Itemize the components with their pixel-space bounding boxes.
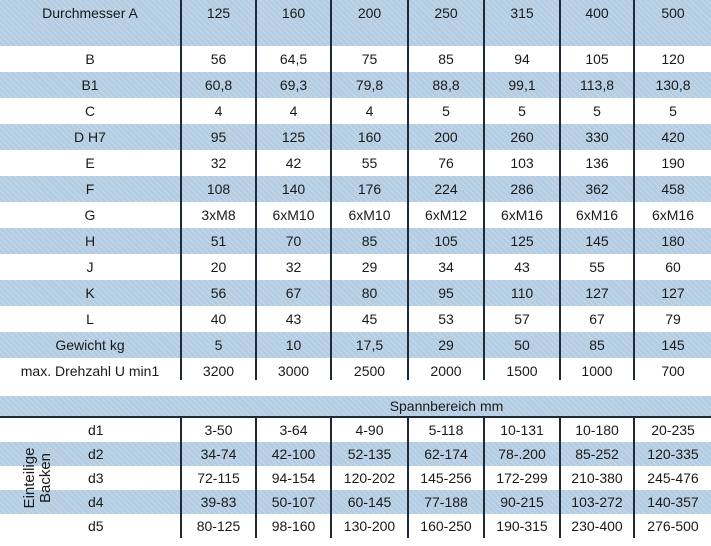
row-value: 17,5	[355, 337, 384, 353]
row-value: 55	[361, 155, 378, 171]
range-value: 3-64	[279, 422, 308, 438]
row-value: 176	[357, 181, 382, 197]
row-value: 3000	[277, 363, 310, 379]
range-label: d4	[88, 494, 104, 510]
row-value: 32	[285, 259, 302, 275]
row-value: 3xM8	[201, 207, 236, 223]
row-value: 330	[585, 129, 609, 145]
row-value: 286	[510, 181, 534, 197]
row-value: 3200	[202, 363, 235, 379]
row-value: 43	[285, 311, 302, 327]
row-value: 362	[585, 181, 609, 197]
row-value: 42	[285, 155, 302, 171]
range-value: 145-256	[420, 470, 472, 486]
row-value: 700	[661, 363, 685, 379]
row-value: 56	[210, 51, 227, 67]
row-value: 75	[361, 51, 378, 67]
row-value: 108	[206, 181, 231, 197]
range-value: 85-252	[575, 446, 619, 462]
row-value: 6xM16	[500, 207, 544, 223]
header-diameter-200: 200	[357, 5, 382, 21]
row-value: 4	[365, 103, 374, 119]
range-value: 130-200	[343, 518, 396, 534]
row-value: 76	[438, 155, 454, 171]
row-value: 1500	[506, 363, 538, 379]
row-value: 67	[589, 311, 605, 327]
range-value: 5-118	[428, 422, 464, 438]
row-label: K	[85, 285, 95, 301]
column-divider	[180, 418, 182, 538]
row-value: 79,8	[355, 77, 384, 93]
row-value: 105	[434, 233, 458, 249]
column-divider	[483, 418, 485, 538]
range-value: 120-335	[647, 446, 699, 462]
header-diameter-500: 500	[661, 5, 685, 21]
row-value: 20	[210, 259, 227, 275]
column-divider	[330, 418, 332, 538]
row-value: 140	[281, 181, 306, 197]
range-value: 77-188	[424, 494, 468, 510]
row-label: L	[86, 311, 94, 327]
header-diameter-125: 125	[206, 5, 231, 21]
row-value: 458	[661, 181, 685, 197]
range-label: d2	[88, 446, 104, 462]
row-value: 60,8	[204, 77, 233, 93]
row-value: 5	[442, 103, 450, 119]
column-divider	[633, 0, 635, 380]
row-value: 50	[514, 337, 530, 353]
row-value: 4	[214, 103, 223, 119]
row-value: 80	[361, 285, 378, 301]
row-value: 127	[585, 285, 609, 301]
range-value: 62-174	[424, 446, 468, 462]
row-value: 6xM10	[272, 207, 315, 223]
row-value: 136	[585, 155, 609, 171]
row-value: 32	[210, 155, 227, 171]
row-value: 2000	[430, 363, 462, 379]
row-value: 34	[438, 259, 454, 275]
column-divider	[255, 0, 257, 380]
column-divider	[483, 0, 485, 380]
row-value: 70	[285, 233, 302, 249]
row-label: F	[85, 181, 95, 197]
row-value: 64,5	[279, 51, 308, 67]
column-divider	[559, 0, 561, 380]
range-value: 3-50	[204, 422, 233, 438]
row-value: 79	[665, 311, 681, 327]
row-label: G	[84, 207, 96, 223]
row-value: 125	[510, 233, 534, 249]
range-value: 4-90	[355, 422, 384, 438]
range-value: 72-115	[197, 470, 240, 486]
range-value: 52-135	[347, 446, 392, 462]
row-label: C	[84, 103, 96, 119]
row-value: 53	[438, 311, 454, 327]
range-value: 140-357	[647, 494, 699, 510]
row-value: 5	[518, 103, 526, 119]
range-label: d1	[88, 422, 104, 438]
range-value: 230-400	[571, 518, 623, 534]
row-value: 1000	[581, 363, 613, 379]
spannbereich-title: Spannbereich mm	[389, 398, 504, 414]
column-divider	[255, 418, 257, 538]
column-divider	[407, 418, 409, 538]
row-value: 67	[285, 285, 302, 301]
einteilige-backen-label	[18, 418, 58, 538]
range-value: 10-131	[500, 422, 544, 438]
row-label: D H7	[74, 129, 106, 145]
range-value: 60-145	[347, 494, 392, 510]
row-value: 60	[665, 259, 681, 275]
header-diameter-160: 160	[281, 5, 306, 21]
row-value: 260	[510, 129, 534, 145]
row-label: B1	[81, 77, 99, 93]
row-label: E	[85, 155, 95, 171]
row-value: 5	[669, 103, 677, 119]
row-value: 200	[434, 129, 458, 145]
range-value: 80-125	[196, 518, 241, 534]
row-label: H	[84, 233, 96, 249]
row-value: 29	[438, 337, 454, 353]
range-label: d5	[88, 518, 104, 534]
row-value: 145	[661, 337, 685, 353]
range-label: d3	[88, 470, 104, 486]
range-value: 90-215	[500, 494, 544, 510]
range-value: 160-250	[420, 518, 472, 534]
range-value: 34-74	[200, 446, 237, 462]
row-value: 180	[661, 233, 685, 249]
row-label: B	[85, 51, 95, 67]
row-value: 6xM10	[348, 207, 391, 223]
side-label-line1: Einteilige	[21, 447, 38, 509]
range-value: 98-160	[271, 518, 316, 534]
range-value: 210-380	[571, 470, 623, 486]
row-value: 56	[210, 285, 227, 301]
row-value: 105	[585, 51, 609, 67]
row-value: 43	[514, 259, 530, 275]
row-value: 55	[589, 259, 605, 275]
row-value: 125	[281, 129, 306, 145]
row-value: 224	[434, 181, 458, 197]
row-value: 130,8	[655, 77, 691, 93]
row-value: 113,8	[580, 77, 614, 93]
range-value: 42-100	[271, 446, 316, 462]
column-divider	[633, 418, 635, 538]
row-value: 5	[214, 337, 223, 353]
column-divider	[559, 418, 561, 538]
range-value: 78-.200	[498, 446, 546, 462]
row-value: 160	[357, 129, 382, 145]
row-value: 6xM12	[424, 207, 468, 223]
row-value: 120	[661, 51, 685, 67]
range-value: 276-500	[647, 518, 699, 534]
row-label: max. Drehzahl U min1	[20, 363, 160, 379]
range-value: 20-235	[651, 422, 695, 438]
row-value: 420	[661, 129, 685, 145]
range-value: 39-83	[200, 494, 237, 510]
header-diameter-400: 400	[585, 5, 609, 21]
row-value: 45	[361, 311, 378, 327]
row-value: 95	[210, 129, 227, 145]
range-value: 10-180	[575, 422, 619, 438]
row-value: 95	[438, 285, 454, 301]
row-value: 40	[210, 311, 227, 327]
column-divider	[330, 0, 332, 380]
row-value: 51	[210, 233, 227, 249]
column-divider	[180, 0, 182, 380]
row-label: J	[86, 259, 94, 275]
header-diameter-315: 315	[510, 5, 534, 21]
row-value: 6xM16	[575, 207, 619, 223]
row-value: 85	[438, 51, 454, 67]
row-value: 94	[514, 51, 530, 67]
row-value: 85	[361, 233, 378, 249]
row-value: 5	[593, 103, 601, 119]
header-diameter-250: 250	[434, 5, 458, 21]
row-value: 2500	[353, 363, 386, 379]
row-value: 10	[285, 337, 302, 353]
row-value: 190	[661, 155, 685, 171]
range-value: 190-315	[496, 518, 548, 534]
row-value: 88,8	[432, 77, 460, 93]
row-value: 110	[510, 285, 534, 301]
row-value: 29	[361, 259, 378, 275]
range-value: 103-272	[571, 494, 623, 510]
row-value: 103	[510, 155, 534, 171]
range-value: 120-202	[343, 470, 396, 486]
range-value: 172-299	[496, 470, 548, 486]
range-value: 50-107	[271, 494, 316, 510]
row-label: Gewicht kg	[55, 337, 125, 353]
row-value: 6xM16	[651, 207, 695, 223]
row-value: 127	[661, 285, 685, 301]
row-value: 57	[514, 311, 530, 327]
row-value: 4	[289, 103, 298, 119]
header-label: Durchmesser A	[42, 5, 138, 21]
range-value: 94-154	[271, 470, 316, 486]
range-value: 245-476	[647, 470, 699, 486]
row-value: 99,1	[508, 77, 536, 93]
row-value: 145	[585, 233, 609, 249]
side-label-line2: Backen	[37, 452, 54, 504]
row-value: 69,3	[279, 77, 308, 93]
row-value: 85	[589, 337, 605, 353]
column-divider	[407, 0, 409, 380]
